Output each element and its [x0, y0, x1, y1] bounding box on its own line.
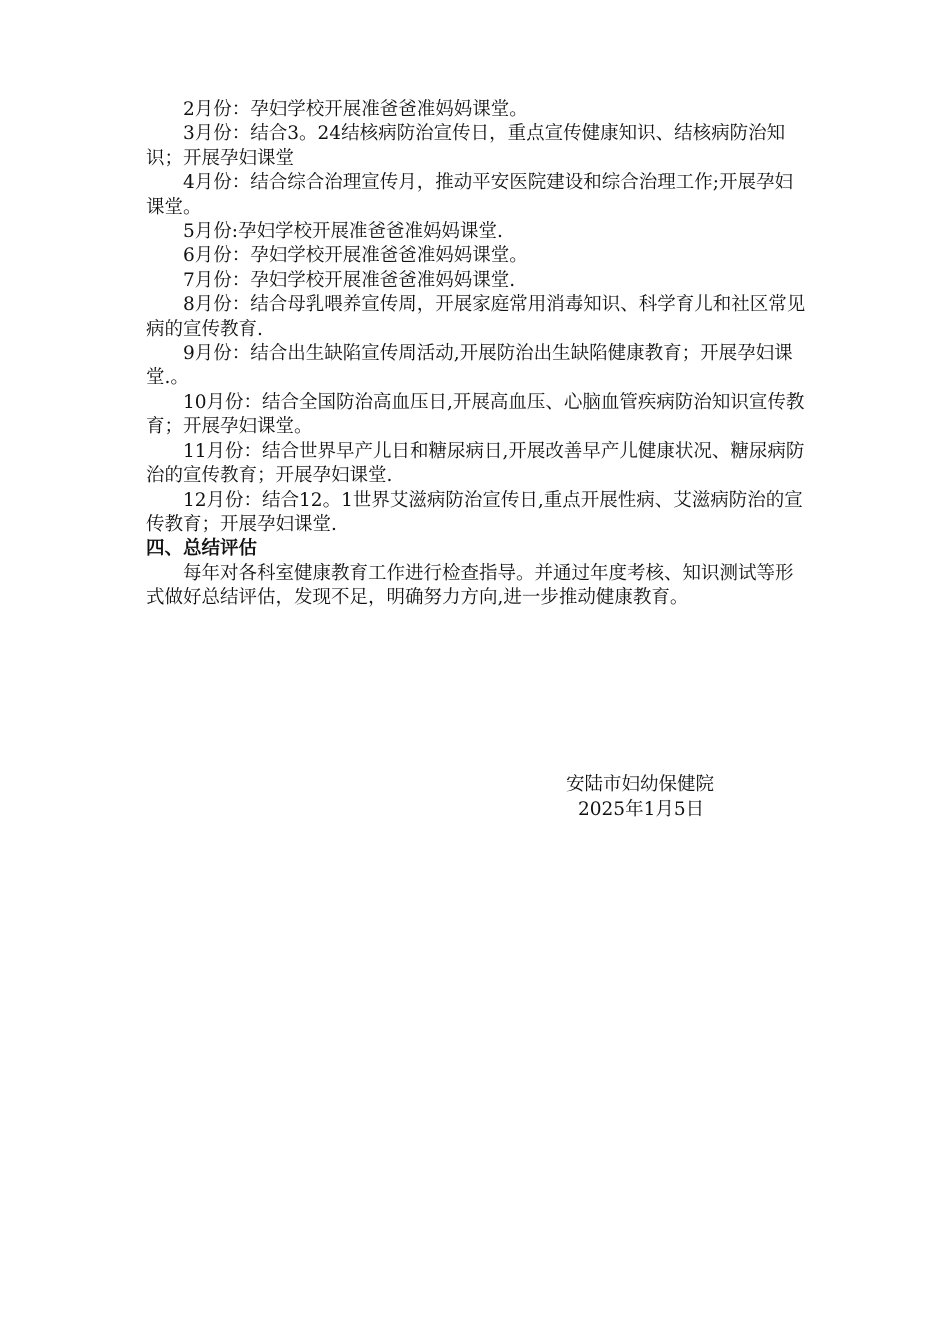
- paragraph-dec: 12月份：结合12。1世界艾滋病防治宣传日,重点开展性病、艾滋病防治的宣传教育；开展孕妇课堂.: [146, 489, 803, 535]
- paragraph-oct: 10月份：结合全国防治高血压日,开展高血压、心脑血管疾病防治知识宣传教育；开展孕妇课堂。: [146, 391, 805, 438]
- paragraph-jul: 7月份：孕妇学校开展准爸爸准妈妈课堂.: [183, 269, 516, 291]
- paragraph-may: 5月份:孕妇学校开展准爸爸准妈妈课堂.: [183, 221, 503, 243]
- document-body: [146, 98, 808, 611]
- paragraph-jun: 6月份：孕妇学校开展准爸爸准妈妈课堂。: [183, 245, 528, 267]
- paragraph-aug: 8月份：结合母乳喂养宣传周，开展家庭常用消毒知识、科学育儿和社区常见病的宣传教育.: [146, 294, 806, 340]
- paragraph-summary: 每年对各科室健康教育工作进行检查指导。并通过年度考核、知识测试等形式做好总结评估，发现不足，明确努力方向,进一步推动健康教育。: [146, 562, 794, 609]
- paragraph-mar: 3月份：结合3。24结核病防治宣传日，重点宣传健康知识、结核病防治知识；开展孕妇课堂: [146, 123, 786, 169]
- signature-block: [566, 772, 766, 822]
- paragraph-nov: 11月份：结合世界早产儿日和糖尿病日,开展改善早产儿健康状况、糖尿病防治的宣传教育；开展孕妇课堂.: [146, 440, 805, 487]
- section-heading-summary: 四、总结评估: [146, 538, 258, 560]
- signature-date: 2025年1月5日: [578, 799, 705, 820]
- signature-organization: 安陆市妇幼保健院: [566, 774, 715, 795]
- paragraph-feb: 2月份：孕妇学校开展准爸爸准妈妈课堂。: [183, 99, 528, 120]
- paragraph-apr: 4月份：结合综合治理宣传月，推动平安医院建设和综合治理工作;开展孕妇课堂。: [146, 172, 794, 218]
- paragraph-sep: 9月份：结合出生缺陷宣传周活动,开展防治出生缺陷健康教育；开展孕妇课堂.。: [146, 343, 793, 389]
